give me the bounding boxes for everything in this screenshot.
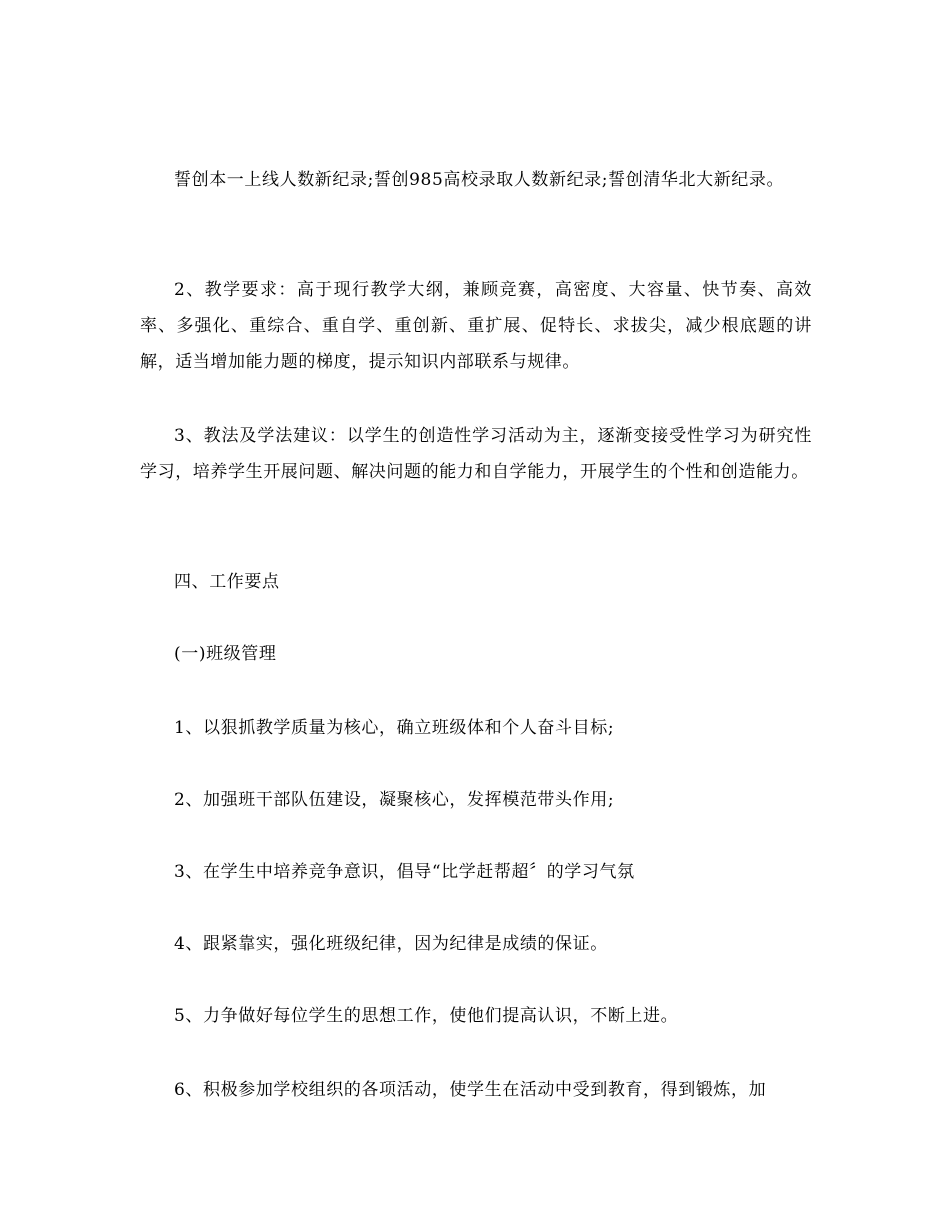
paragraph-teaching-requirements: 2、教学要求：高于现行教学大纲，兼顾竞赛，高密度、大容量、快节奏、高效率、多强化、重综合、重自学、重创新、重扩展、促特长、求拔尖，减少根底题的讲解，适当增加能力题的梯度，提示知识内部联系与规律。 xyxy=(140,280,812,372)
list-item: 5、力争做好每位学生的思想工作，使他们提高认识，不断上进。 xyxy=(174,1006,679,1026)
list-item: 6、积极参加学校组织的各项活动，使学生在活动中受到教育，得到锻炼，加 xyxy=(174,1080,767,1100)
list-item: 4、跟紧靠实，强化班级纪律，因为纪律是成绩的保证。 xyxy=(174,934,608,954)
list-item: 2、加强班干部队伍建设，凝聚核心，发挥模范带头作用; xyxy=(174,790,615,810)
section-heading-work-points: 四、工作要点 xyxy=(174,572,280,592)
list-item: 1、以狠抓教学质量为核心，确立班级体和个人奋斗目标; xyxy=(174,718,615,738)
paragraph-goals: 誓创本一上线人数新纪录;誓创985高校录取人数新纪录;誓创清华北大新纪录。 xyxy=(174,170,785,190)
list-item: 3、在学生中培养竞争意识，倡导“比学赶帮超〞的学习气氛 xyxy=(174,862,635,882)
subsection-heading-class-management: (一)班级管理 xyxy=(174,644,277,664)
paragraph-teaching-methods: 3、教法及学法建议：以学生的创造性学习活动为主，逐渐变接受性学习为研究性学习，培养学生开展问题、解决问题的能力和自学能力，开展学生的个性和创造能力。 xyxy=(140,426,812,482)
